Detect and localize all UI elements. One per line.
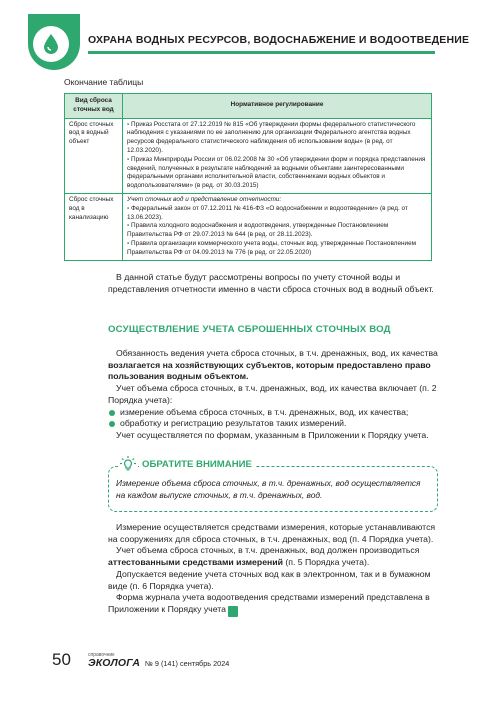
paragraph: Форма журнала учета водоотведения средствами измерений представлена в Приложении к Порядку учета ▼	[108, 592, 430, 615]
paragraph: Допускается ведение учета сточных вод как в электронном, так и в бумажном виде (п. 6 Порядка учета).	[108, 568, 431, 591]
regulation-table	[64, 93, 432, 261]
list-item: ▪ Правила холодного водоснабжения и водоотведения, утвержденные Постановлением Правительства РФ от 29.07.2013 № 644 (в ред. от 28.11.2023).	[127, 222, 389, 239]
list-item: ▪ Приказ Росстата от 27.12.2019 № 815 «Об утверждении формы федерального статистического наблюдения с указаниями по ее заполнению для организации Федерального агентства водных ресурсов федерального статистического наблюдения об использовании воды» (в ред. от 12.03.2020).	[127, 120, 416, 154]
section-body-2	[108, 522, 438, 617]
section-body	[108, 348, 438, 442]
bullet-item: измерение объема сброса сточных, в т.ч. дренажных, вод, их качества;	[108, 407, 438, 419]
paragraph: Измерение осуществляется средствами измерения, которые устанавливаются на сооружениях для сброса сточных, в т.ч. дренажных, вод (п. 4 Порядка учета).	[108, 522, 436, 544]
page-number: 50	[52, 650, 71, 669]
section-header-title: ОХРАНА ВОДНЫХ РЕСУРСОВ, ВОДОСНАБЖЕНИЕ И ВОДООТВЕДЕНИЕ	[88, 34, 470, 46]
intro-paragraph: В данной статье будут рассмотрены вопросы по учету сточной воды и представления отчетности именно в части сброса сточных вод в водный объект.	[108, 272, 434, 294]
list-item: ▪ Правила организации коммерческого учета воды, сточных вод, утвержденные Постановлением Правительства РФ от 04.09.2013 № 776 (в ред. от 22.05.2020)	[127, 239, 417, 256]
lightbulb-icon	[118, 454, 138, 474]
column-header-regulation: Нормативное регулирование	[123, 94, 432, 119]
pdf-icon[interactable]: ▼	[228, 606, 238, 617]
table-header-row	[65, 94, 432, 119]
table-cell-intro: Учет сточных вод и представление отчетности:	[127, 195, 282, 203]
bullet-icon	[109, 421, 115, 427]
table-cell-type: Сброс сточных вод в канализацию	[65, 193, 123, 260]
bullet-item: обработку и регистрацию результатов таких измерений.	[108, 418, 438, 430]
issue-info: № 9 (141) сентябрь 2024	[145, 659, 230, 668]
paragraph: Учет осуществляется по формам, указанным в Приложении к Порядку учета.	[116, 429, 429, 440]
header-divider	[88, 51, 435, 54]
table-row	[65, 193, 432, 260]
column-header-type: Вид сброса сточных вод	[65, 94, 123, 119]
paragraph: Учет объема сброса сточных, в т.ч. дренажных, вод должен производиться аттестованными средствами измерений (п. 5 Порядка учета).	[108, 545, 420, 568]
page-header	[0, 0, 500, 70]
list-item: ▪ Приказ Минприроды России от 06.02.2008 № 30 «Об утверждении форм и порядка представления сведений, полученных в результате наблюдений за водными объектами заинтересованными федеральными органами исполнительной власти, собственниками водных объектов и водопользователями» (в ред. от 30.03.2015)	[127, 155, 426, 190]
table-cell-regulation	[123, 118, 432, 193]
attention-heading: ОБРАТИТЕ ВНИМАНИЕ	[139, 459, 255, 470]
table-cell-regulation	[123, 193, 432, 260]
brand-logo: ЭКОЛОГА	[88, 657, 141, 669]
table-cell-type: Сброс сточных вод в водный объект	[65, 118, 123, 193]
water-drop-icon	[33, 26, 69, 62]
table-caption: Окончание таблицы	[64, 77, 144, 87]
attention-text: Измерение объема сброса сточных, в т.ч. дренажных, вод осуществляется на каждом выпуске сточных, в т.ч. дренажных, вод.	[116, 478, 421, 500]
brand-subtitle: справочник	[88, 652, 115, 658]
table-row	[65, 118, 432, 193]
bullet-icon	[109, 410, 115, 416]
section-title: ОСУЩЕСТВЛЕНИЕ УЧЕТА СБРОШЕННЫХ СТОЧНЫХ ВОД	[108, 324, 391, 335]
paragraph: Обязанность ведения учета сброса сточных, в т.ч. дренажных, вод, их качества возлагается на хозяйствующих субъектов, которым предоставлено право пользования водным объектом.	[108, 348, 438, 382]
list-item: ▪ Федеральный закон от 07.12.2011 № 416-ФЗ «О водоснабжении и водоотведении» (в ред. от 13.06.2023).	[127, 204, 408, 221]
paragraph: Учет объема сброса сточных, в т.ч. дренажных, вод, их качества включает (п. 2 Порядка учета):	[108, 383, 437, 405]
